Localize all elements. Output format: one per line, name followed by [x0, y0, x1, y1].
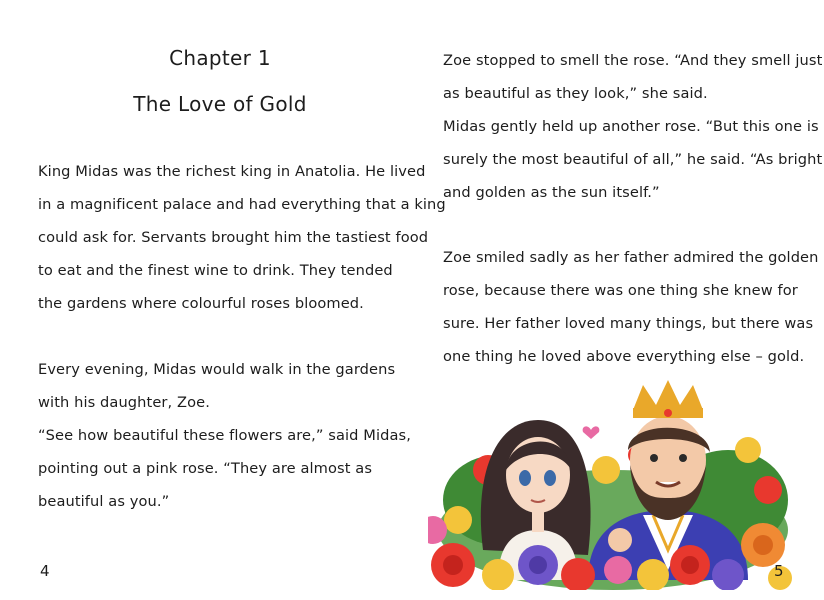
text-line: surely the most beautiful of all,” he said. “As bright — [443, 151, 823, 168]
chapter-number: Chapter 1 — [169, 46, 271, 70]
heart-icon — [583, 426, 600, 439]
text-line: sure. Her father loved many things, but there was — [443, 315, 814, 332]
page-number-left: 4 — [40, 562, 50, 580]
midas-zoe-illustration — [428, 380, 798, 590]
text-line: with his daughter, Zoe. — [38, 394, 210, 411]
text-line: King Midas was the richest king in Anatolia. He lived — [38, 163, 426, 180]
text-line: beautiful as you.” — [38, 493, 170, 510]
text-line: rose, because there was one thing she knew for — [443, 282, 798, 299]
text-line: Zoe stopped to smell the rose. “And they smell just — [443, 52, 823, 69]
page-number-right: 5 — [774, 562, 784, 580]
text-line: Zoe smiled sadly as her father admired the golden — [443, 249, 819, 266]
text-line: to eat and the finest wine to drink. They tended — [38, 262, 393, 279]
text-line: the gardens where colourful roses bloomed. — [38, 295, 364, 312]
text-line: pointing out a pink rose. “They are almost as — [38, 460, 373, 477]
text-line: and golden as the sun itself.” — [443, 184, 660, 201]
text-line: could ask for. Servants brought him the tastiest food — [38, 229, 429, 246]
text-line: one thing he loved above everything else – gold. — [443, 348, 805, 365]
text-line: “See how beautiful these flowers are,” said Midas, — [38, 427, 411, 444]
chapter-title: The Love of Gold — [133, 92, 307, 116]
text-line: Midas gently held up another rose. “But this one is — [443, 118, 819, 135]
text-line: in a magnificent palace and had everything that a king — [38, 196, 446, 213]
text-line: Every evening, Midas would walk in the gardens — [38, 361, 396, 378]
text-line: as beautiful as they look,” she said. — [443, 85, 708, 102]
